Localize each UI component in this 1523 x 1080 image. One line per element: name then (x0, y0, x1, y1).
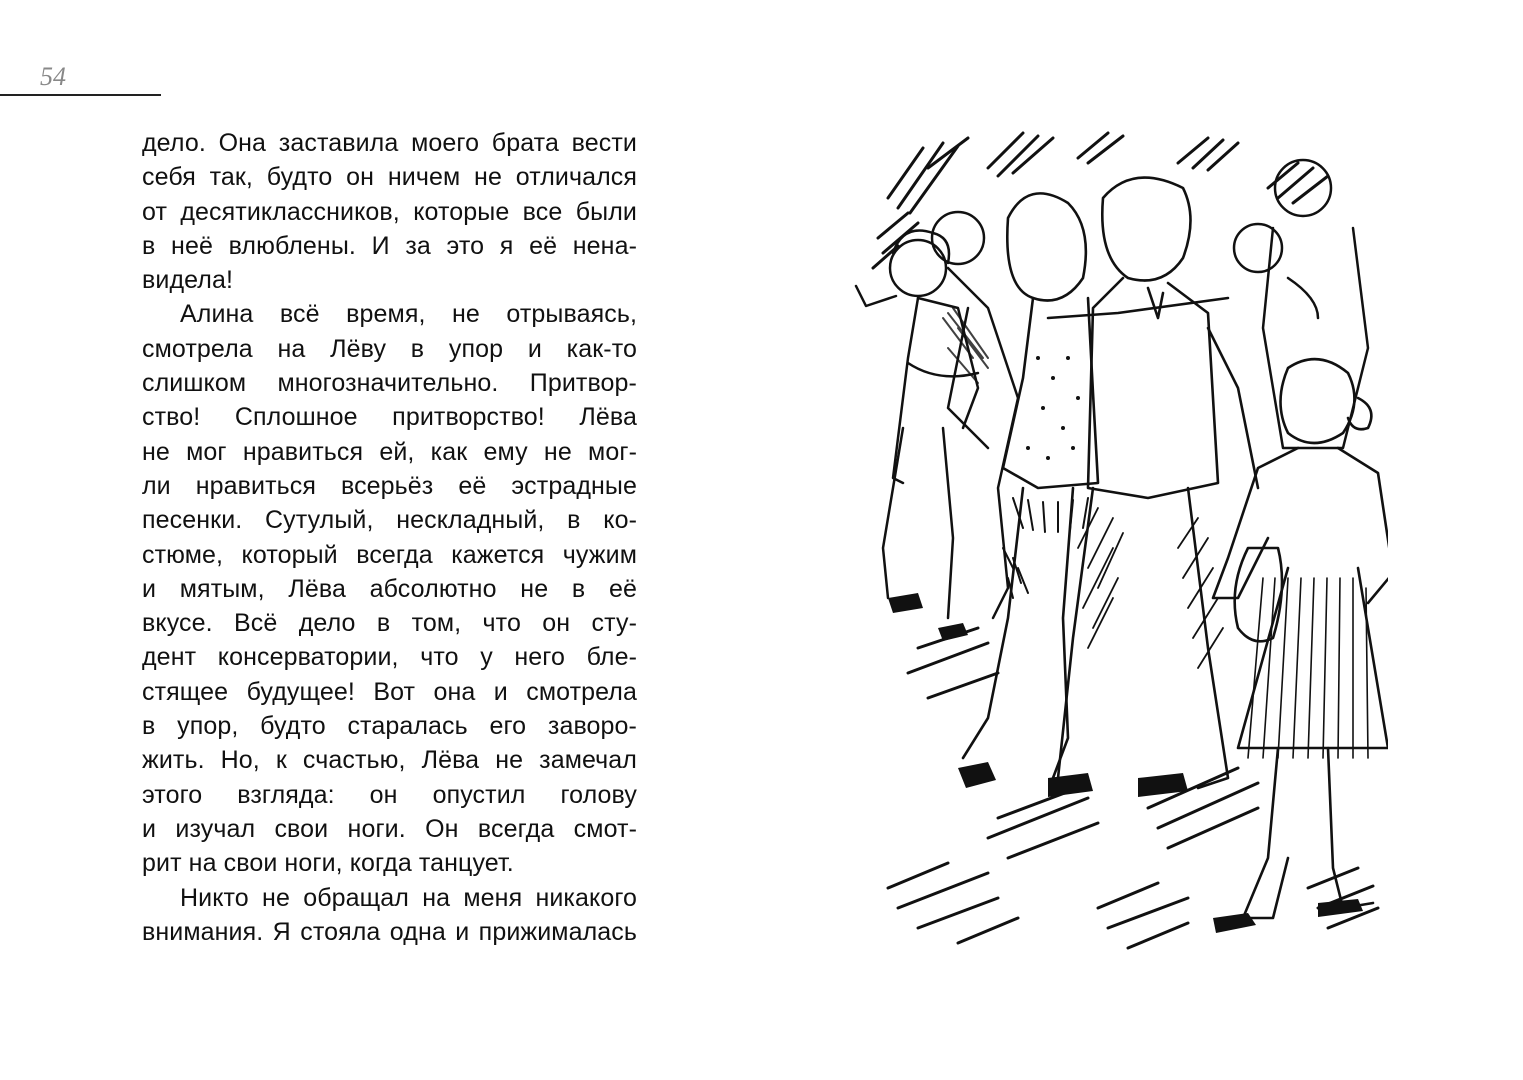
text-line: смотрела на Лёву в упор и как-то (142, 334, 637, 363)
text-line: стюме, который всегда кажется чужим (142, 540, 637, 569)
text-line: жить. Но, к счастью, Лёва не замечал (142, 746, 637, 775)
dancing-couples-ink-illustration-icon (848, 128, 1388, 973)
text-line: вкусе. Всё дело в том, что он сту- (142, 609, 637, 638)
text-line: и изучал свои ноги. Он всегда смот- (142, 814, 637, 843)
text-line: внимания. Я стояла одна и прижималась (142, 917, 637, 946)
text-line: рит на свои ноги, когда танцует. (142, 849, 514, 878)
body-text (142, 126, 637, 949)
text-line: Никто не обращал на меня никакого (180, 883, 637, 912)
text-line: дело. Она заставила моего брата вести (142, 129, 637, 157)
text-line: в упор, будто старалась его заворо- (142, 712, 637, 741)
text-line: песенки. Сутулый, нескладный, в ко- (142, 506, 637, 535)
text-line: слишком многозначительно. Притвор- (142, 369, 637, 398)
text-line: в неё влюблены. И за это я её нена- (142, 231, 637, 260)
text-line: дент консерватории, что у него бле- (142, 643, 637, 672)
text-line: и мятым, Лёва абсолютно не в её (142, 574, 637, 603)
text-line: этого взгляда: он опустил голову (142, 780, 637, 809)
text-line: от десятиклассников, которые все были (142, 197, 637, 226)
header-rule (0, 94, 161, 96)
text-line: ли нравиться всерьёз её эстрадные (142, 471, 637, 500)
text-line: ство! Сплошное притворство! Лёва (142, 403, 637, 432)
text-line: не мог нравиться ей, как ему не мог- (142, 437, 637, 466)
text-line: себя так, будто он ничем не отличался (142, 163, 637, 192)
page-number: 54 (40, 62, 66, 91)
text-line: Алина всё время, не отрываясь, (180, 300, 637, 329)
text-line: стящее будущее! Вот она и смотрела (142, 677, 637, 706)
text-line: видела! (142, 266, 234, 295)
